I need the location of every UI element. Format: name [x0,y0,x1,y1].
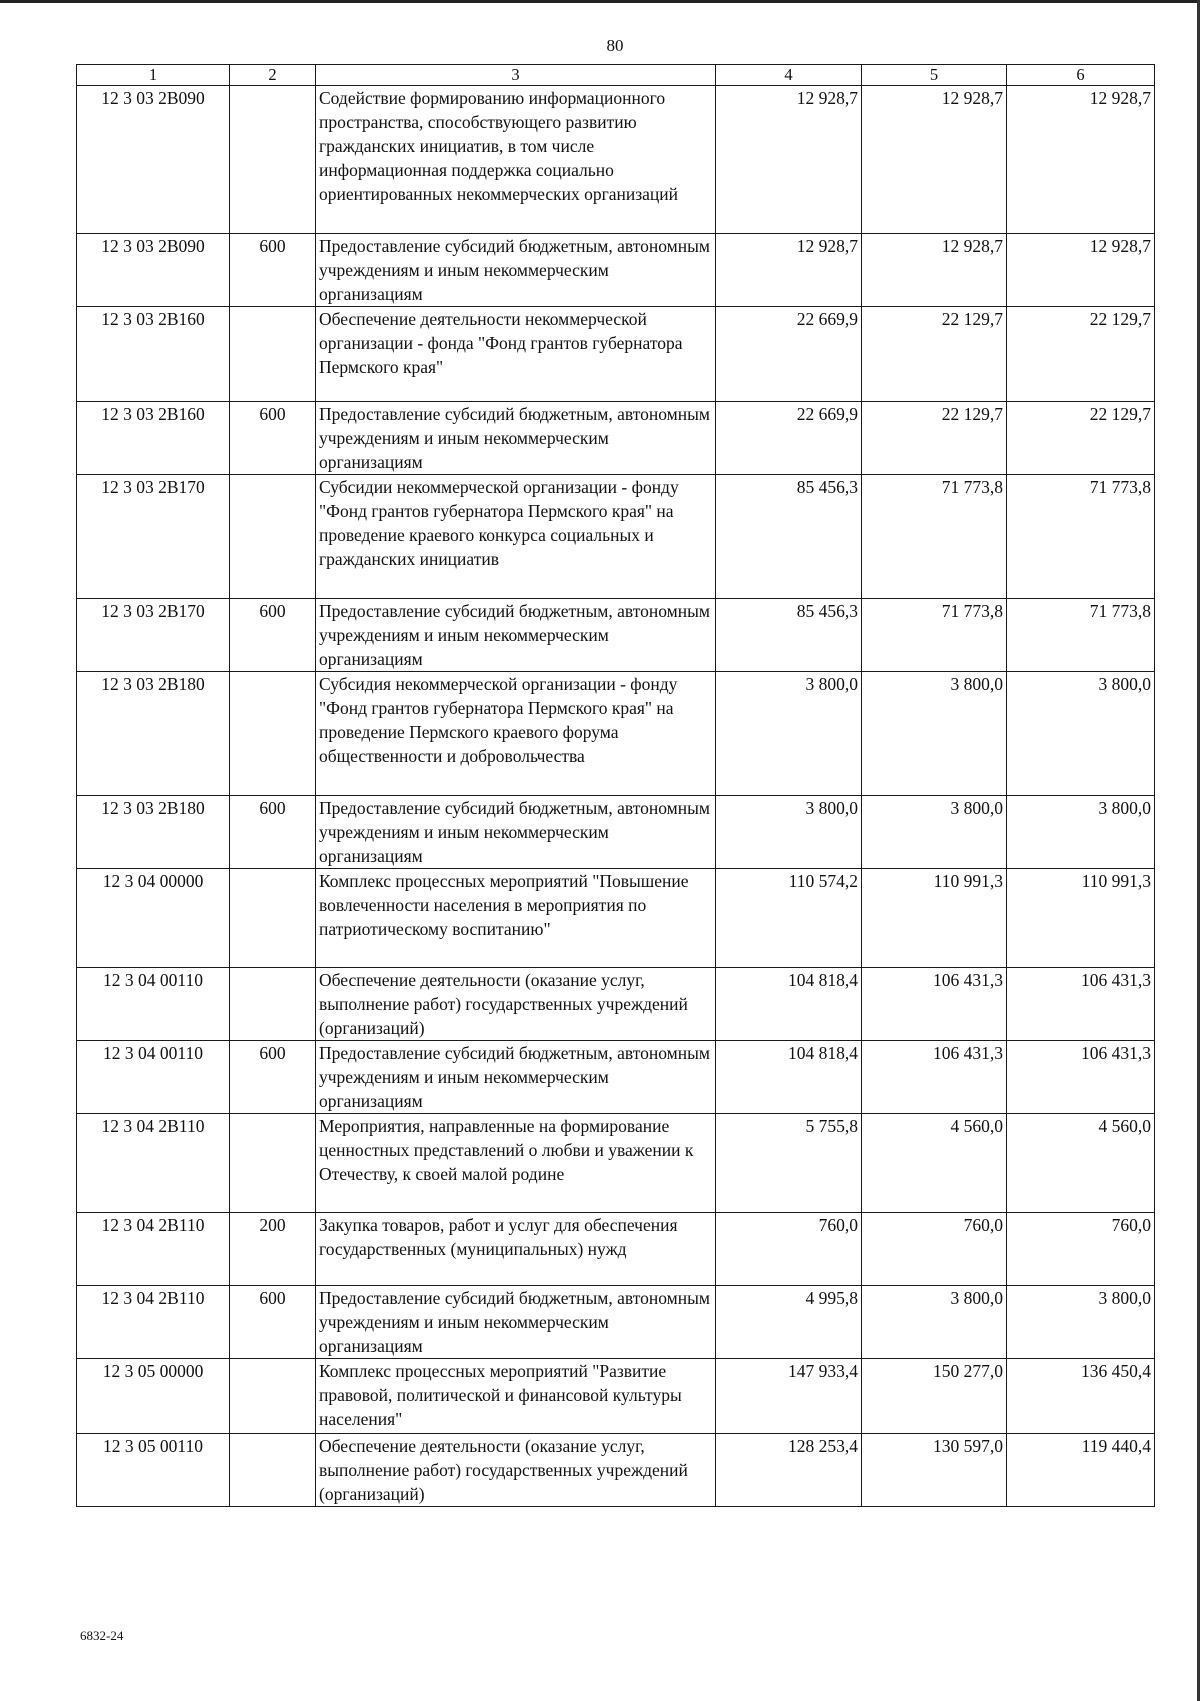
table-row [77,672,1155,796]
cell-expense-type [230,1114,316,1213]
cell-value-col6: 119 440,4 [1007,1434,1155,1507]
table-row [77,86,1155,234]
cell-value-col6: 71 773,8 [1007,475,1155,599]
cell-expense-type [230,1434,316,1507]
cell-expense-type: 600 [230,234,316,307]
cell-code: 12 3 03 2В160 [77,307,230,402]
header-col-4: 4 [716,65,862,86]
cell-value-col6: 760,0 [1007,1213,1155,1286]
cell-value-col6: 106 431,3 [1007,1041,1155,1114]
table-row [77,307,1155,402]
cell-value-col5: 106 431,3 [862,1041,1007,1114]
table-row [77,1213,1155,1286]
cell-name: Предоставление субсидий бюджетным, автономным учреждениям и иным некоммерческим организациям [316,402,716,475]
cell-code: 12 3 05 00000 [77,1359,230,1434]
cell-name: Обеспечение деятельности (оказание услуг, выполнение работ) государственных учреждений (организаций) [316,968,716,1041]
cell-code: 12 3 03 2В090 [77,86,230,234]
cell-value-col5: 12 928,7 [862,86,1007,234]
table-row [77,402,1155,475]
cell-name: Мероприятия, направленные на формирование ценностных представлений о любви и уважении к Отечеству, к своей малой родине [316,1114,716,1213]
page-number: 80 [606,36,624,55]
table-row [77,1434,1155,1507]
header-col-2: 2 [230,65,316,86]
cell-code: 12 3 04 00110 [77,968,230,1041]
cell-expense-type: 600 [230,796,316,869]
cell-expense-type [230,869,316,968]
cell-value-col5: 22 129,7 [862,307,1007,402]
cell-value-col6: 12 928,7 [1007,234,1155,307]
cell-value-col6: 71 773,8 [1007,599,1155,672]
table-row [77,869,1155,968]
budget-table [76,64,1155,1507]
cell-value-col5: 3 800,0 [862,672,1007,796]
cell-value-col5: 3 800,0 [862,796,1007,869]
cell-value-col4: 22 669,9 [716,402,862,475]
table-row [77,1359,1155,1434]
cell-code: 12 3 05 00110 [77,1434,230,1507]
cell-value-col4: 12 928,7 [716,86,862,234]
header-col-6: 6 [1007,65,1155,86]
table-row [77,234,1155,307]
table-body [77,86,1155,1507]
cell-value-col5: 106 431,3 [862,968,1007,1041]
cell-expense-type [230,968,316,1041]
cell-value-col4: 760,0 [716,1213,862,1286]
table-header [77,65,1155,86]
cell-name: Закупка товаров, работ и услуг для обеспечения государственных (муниципальных) нужд [316,1213,716,1286]
cell-value-col6: 136 450,4 [1007,1359,1155,1434]
cell-value-col4: 147 933,4 [716,1359,862,1434]
table-row [77,968,1155,1041]
cell-value-col5: 12 928,7 [862,234,1007,307]
cell-value-col5: 22 129,7 [862,402,1007,475]
cell-code: 12 3 04 00000 [77,869,230,968]
cell-name: Предоставление субсидий бюджетным, автономным учреждениям и иным некоммерческим организациям [316,796,716,869]
cell-value-col6: 3 800,0 [1007,1286,1155,1359]
cell-name: Комплекс процессных мероприятий "Развитие правовой, политической и финансовой культуры населения" [316,1359,716,1434]
cell-name: Обеспечение деятельности (оказание услуг, выполнение работ) государственных учреждений (организаций) [316,1434,716,1507]
cell-value-col5: 71 773,8 [862,475,1007,599]
cell-code: 12 3 04 2В110 [77,1114,230,1213]
cell-expense-type: 600 [230,1041,316,1114]
scan-edge-top [0,0,1200,3]
cell-expense-type [230,307,316,402]
cell-value-col5: 110 991,3 [862,869,1007,968]
table-row [77,475,1155,599]
cell-value-col4: 3 800,0 [716,796,862,869]
cell-expense-type: 600 [230,1286,316,1359]
cell-value-col4: 128 253,4 [716,1434,862,1507]
cell-value-col4: 3 800,0 [716,672,862,796]
cell-name: Предоставление субсидий бюджетным, автономным учреждениям и иным некоммерческим организациям [316,599,716,672]
cell-value-col5: 130 597,0 [862,1434,1007,1507]
cell-value-col6: 12 928,7 [1007,86,1155,234]
cell-name: Субсидии некоммерческой организации - фонду "Фонд грантов губернатора Пермского края" на проведение краевого конкурса социальных и гражданских инициатив [316,475,716,599]
cell-value-col4: 85 456,3 [716,599,862,672]
cell-value-col6: 3 800,0 [1007,796,1155,869]
cell-value-col5: 71 773,8 [862,599,1007,672]
table-row [77,1041,1155,1114]
cell-value-col6: 4 560,0 [1007,1114,1155,1213]
cell-value-col5: 760,0 [862,1213,1007,1286]
cell-value-col4: 85 456,3 [716,475,862,599]
cell-value-col6: 106 431,3 [1007,968,1155,1041]
cell-value-col6: 110 991,3 [1007,869,1155,968]
cell-name: Комплекс процессных мероприятий "Повышение вовлеченности населения в мероприятия по патриотическому воспитанию" [316,869,716,968]
cell-value-col6: 22 129,7 [1007,307,1155,402]
header-col-1: 1 [77,65,230,86]
cell-value-col5: 3 800,0 [862,1286,1007,1359]
cell-value-col4: 4 995,8 [716,1286,862,1359]
table-row [77,1114,1155,1213]
table-row [77,1286,1155,1359]
cell-name: Содействие формированию информационного пространства, способствующего развитию гражданских инициатив, в том числе информационная поддержка социально ориентированных некоммерческих организаций [316,86,716,234]
cell-value-col4: 104 818,4 [716,968,862,1041]
cell-code: 12 3 03 2В170 [77,475,230,599]
cell-code: 12 3 04 00110 [77,1041,230,1114]
cell-value-col4: 12 928,7 [716,234,862,307]
cell-name: Предоставление субсидий бюджетным, автономным учреждениям и иным некоммерческим организациям [316,1286,716,1359]
cell-value-col5: 4 560,0 [862,1114,1007,1213]
cell-expense-type: 600 [230,599,316,672]
cell-expense-type [230,86,316,234]
cell-code: 12 3 03 2В160 [77,402,230,475]
cell-code: 12 3 04 2В110 [77,1286,230,1359]
cell-value-col5: 150 277,0 [862,1359,1007,1434]
cell-name: Субсидия некоммерческой организации - фонду "Фонд грантов губернатора Пермского края" на проведение Пермского краевого форума общественности и добровольчества [316,672,716,796]
cell-code: 12 3 03 2В170 [77,599,230,672]
table-row [77,599,1155,672]
cell-expense-type [230,475,316,599]
cell-expense-type [230,672,316,796]
footer-code: 6832-24 [80,1628,124,1643]
cell-value-col4: 22 669,9 [716,307,862,402]
cell-value-col6: 3 800,0 [1007,672,1155,796]
cell-value-col6: 22 129,7 [1007,402,1155,475]
cell-name: Предоставление субсидий бюджетным, автономным учреждениям и иным некоммерческим организациям [316,234,716,307]
cell-expense-type: 200 [230,1213,316,1286]
cell-name: Обеспечение деятельности некоммерческой организации - фонда "Фонд грантов губернатора Пермского края" [316,307,716,402]
header-col-5: 5 [862,65,1007,86]
table-row [77,796,1155,869]
cell-code: 12 3 03 2В090 [77,234,230,307]
cell-code: 12 3 03 2В180 [77,796,230,869]
cell-name: Предоставление субсидий бюджетным, автономным учреждениям и иным некоммерческим организациям [316,1041,716,1114]
cell-value-col4: 5 755,8 [716,1114,862,1213]
cell-code: 12 3 03 2В180 [77,672,230,796]
cell-expense-type: 600 [230,402,316,475]
header-col-3: 3 [316,65,716,86]
cell-value-col4: 110 574,2 [716,869,862,968]
cell-value-col4: 104 818,4 [716,1041,862,1114]
cell-code: 12 3 04 2В110 [77,1213,230,1286]
cell-expense-type [230,1359,316,1434]
header-row [77,65,1155,86]
